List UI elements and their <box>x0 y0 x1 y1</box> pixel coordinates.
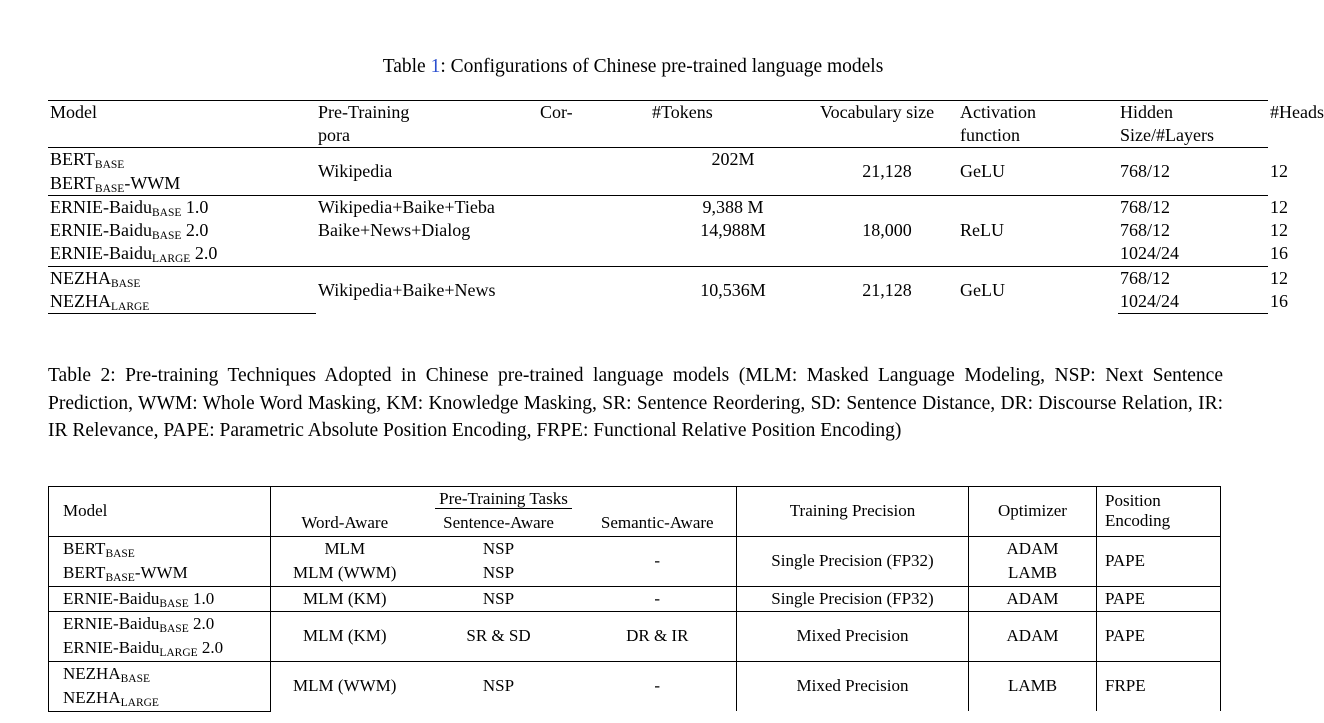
model-subscript: BASE <box>151 206 182 219</box>
position-encoding-line2: Encoding <box>1105 511 1171 531</box>
table2-row <box>49 611 1221 636</box>
table2-position-cell: PAPE <box>1097 611 1221 661</box>
model-name: NEZHA <box>63 688 121 708</box>
model-subscript: BASE <box>159 597 189 610</box>
table2 <box>48 486 1221 712</box>
table1-model-cell <box>48 195 316 219</box>
table2-header-word-aware: Word-Aware <box>271 511 419 536</box>
table1-activation-cell: GeLU <box>958 148 1118 195</box>
table1-activation-cell: GeLU <box>958 266 1118 313</box>
table1-activation-cell: ReLU <box>958 195 1118 266</box>
model-subscript: BASE <box>120 672 151 685</box>
table1-header-row2 <box>48 124 1268 148</box>
table1-header-spacer1 <box>48 124 316 148</box>
table2-model-cell <box>49 661 271 686</box>
table1-corpora-cell: Wikipedia <box>316 148 650 195</box>
model-name: ERNIE-Baidu <box>50 196 152 217</box>
model-name: NEZHA <box>50 290 111 311</box>
table2-precision-cell: Mixed Precision <box>737 611 969 661</box>
model-suffix: 1.0 <box>188 588 215 608</box>
table1-row: ERNIE-Baidu$_{BASE}$ 2.0 Baike+News+Dialog 14,988M 768/12 12 <box>48 219 1268 242</box>
table2-word-cell: MLM (KM) <box>271 611 419 661</box>
model-subscript: BASE <box>151 230 182 243</box>
model-suffix: -WWM <box>124 172 181 193</box>
model-name: BERT <box>50 149 95 170</box>
table1-row: $BERT_{BASE}$ Wikipedia 202M 21,128 GeLU 768/12 12 <box>48 148 1268 172</box>
table1-header-spacer2 <box>538 124 650 148</box>
model-subscript: LARGE <box>151 253 191 266</box>
table2-position-cell: PAPE <box>1097 586 1221 611</box>
model-name: NEZHA <box>50 267 111 288</box>
model-name: ERNIE-Baidu <box>50 220 152 241</box>
model-subscript: BASE <box>111 277 141 290</box>
table1-hidden-cell: 1024/24 <box>1118 290 1268 314</box>
table1-corpora-cell: Wikipedia+Baike+News <box>316 266 650 313</box>
table2-header-row1 <box>49 487 1221 512</box>
table2-word-cell: MLM (WWM) <box>271 661 419 711</box>
table1-header-hidden: Hidden <box>1118 101 1268 125</box>
model-suffix: 1.0 <box>181 196 209 217</box>
table2-sentence-cell: NSP <box>419 661 579 711</box>
model-name: ERNIE-Baidu <box>50 243 152 264</box>
table1-row: ERNIE-Baidu$_{BASE}$ 1.0 Wikipedia+Baike+Tieba 9,388 M 18,000 ReLU 768/12 12 <box>48 195 1268 219</box>
table1-hidden-cell: 768/12 <box>1118 148 1268 195</box>
model-name: BERT <box>50 172 95 193</box>
table1-hidden-cell: 768/12 <box>1120 220 1171 241</box>
model-subscript: LARGE <box>111 300 150 313</box>
table1-tokens-cell <box>650 242 818 266</box>
model-suffix: 2.0 <box>190 243 218 264</box>
table1-model-cell <box>48 266 316 290</box>
table2-caption: Table 2: Pre-training Techniques Adopted in Chinese pre-trained language models (MLM: Masked Language Modeling, NSP: Next Sentence Prediction, WWM: Whole Word Masking, KM: Knowledge Masking, SR: Sentence Reordering, SD: Sentence Distance, DR: Discourse Relation, IR: IR Relevance, PAPE: Parametric Absolute Position Encoding, FRPE: Functional Relative Position Encoding) <box>48 365 1223 442</box>
table1 <box>48 100 1324 314</box>
table1-caption-rest: : Configurations of Chinese pre-trained language models <box>440 56 884 77</box>
model-name: ERNIE-Baidu <box>63 638 160 658</box>
model-name: NEZHA <box>63 663 121 683</box>
table2-model-cell <box>49 536 271 561</box>
table1-vocab-cell: 21,128 <box>818 266 958 313</box>
model-name: BERT <box>63 563 106 583</box>
table2-sentence-cell: NSP <box>419 586 579 611</box>
model-subscript: BASE <box>105 547 135 560</box>
table1-model-cell <box>48 148 316 172</box>
table2-sentence-cell: NSP <box>419 536 579 561</box>
table2-model-cell <box>49 611 271 636</box>
table1-vocab-cell: 18,000 <box>818 195 958 266</box>
table1-model-cell <box>48 219 316 242</box>
model-subscript: LARGE <box>120 697 159 710</box>
table1-model-cell <box>48 290 316 314</box>
model-subscript: BASE <box>159 622 189 635</box>
table1-model-cell <box>48 242 316 266</box>
table2-header-sentence-aware: Sentence-Aware <box>443 513 554 533</box>
table2-sentence-cell: NSP <box>482 563 515 583</box>
table2-header-semantic-aware: Semantic-Aware <box>600 513 714 533</box>
table1-corpora-cell: Wikipedia+Baike+Tieba <box>316 195 650 219</box>
table1-caption <box>0 56 1266 78</box>
table1-header-activation-line2: function <box>960 125 1020 146</box>
table2-optimizer-cell: LAMB <box>969 561 1097 586</box>
model-name: BERT <box>63 538 106 558</box>
table2-header-training-precision: Training Precision <box>737 487 969 537</box>
table2-header-position-encoding <box>1097 487 1221 537</box>
table2-optimizer-cell: LAMB <box>969 661 1097 711</box>
table2-row <box>49 661 1221 686</box>
model-subscript: BASE <box>94 159 125 172</box>
model-suffix: -WWM <box>134 563 188 583</box>
table2-semantic-cell: - <box>579 536 737 586</box>
table2-precision-cell: Single Precision (FP32) <box>737 586 969 611</box>
table1-tokens-cell: 14,988M <box>700 220 766 241</box>
table1-hidden-cell: 768/12 <box>1118 266 1268 290</box>
table2-model-cell <box>49 586 271 611</box>
table2-sentence-cell: SR & SD <box>419 611 579 661</box>
table2-model-cell <box>49 636 271 661</box>
table2-container <box>48 486 1220 712</box>
model-suffix: 2.0 <box>181 220 209 241</box>
table1-corpora-cell: Baike+News+Dialog <box>318 220 471 241</box>
table2-optimizer-cell: ADAM <box>969 586 1097 611</box>
table2-header-pretraining-tasks <box>271 487 737 512</box>
table1-header-corpora-a: Pre-Training <box>316 101 538 125</box>
table1-header-vocab: Vocabulary size <box>818 101 958 125</box>
table1-tokens-cell: 10,536M <box>650 266 818 313</box>
position-encoding-line1: Position <box>1105 491 1161 510</box>
table1-caption-prefix: Table <box>382 56 431 77</box>
table2-precision-cell: Single Precision (FP32) <box>737 536 969 586</box>
table2-word-cell: MLM (KM) <box>271 586 419 611</box>
pretraining-tasks-label: Pre-Training Tasks <box>435 489 572 509</box>
table1-tokens-cell <box>650 172 818 196</box>
table1-header-corpora-b: Cor- <box>538 101 650 125</box>
table1-hidden-cell: 1024/24 <box>1120 243 1180 264</box>
table2-optimizer-cell: ADAM <box>969 536 1097 561</box>
table1-tokens-cell: 9,388 M <box>650 195 818 219</box>
table2-position-cell: FRPE <box>1097 661 1221 711</box>
table1-tokens-cell: 202M <box>650 148 818 172</box>
table2-header-optimizer: Optimizer <box>969 487 1097 537</box>
table1-vocab-cell: 21,128 <box>818 148 958 195</box>
model-suffix: 2.0 <box>197 638 224 658</box>
table1-header-hidden-line2: Size/#Layers <box>1120 125 1214 146</box>
table1-header-row: Model Pre-Training Cor- #Tokens Vocabulary size Activation Hidden #Heads <box>48 101 1268 125</box>
table1-header-corpora-line2: pora <box>318 125 350 146</box>
model-subscript: BASE <box>94 182 125 195</box>
table1-header-activation: Activation <box>958 101 1118 125</box>
table1-row: ERNIE-Baidu$_{LARGE}$ 2.0 1024/24 16 <box>50 243 1288 266</box>
table1-hidden-cell: 768/12 <box>1118 195 1268 219</box>
table2-model-cell <box>49 561 271 586</box>
table1-header-model: Model <box>48 101 316 125</box>
table2-semantic-cell: - <box>579 661 737 711</box>
table2-header-model: Model <box>49 487 271 537</box>
table1-caption-number: 1 <box>430 56 441 77</box>
table2-word-cell: MLM (WWM) <box>271 561 419 586</box>
table2-row <box>49 586 1221 611</box>
model-subscript: BASE <box>105 572 135 585</box>
table2-semantic-cell: - <box>579 586 737 611</box>
table1-header-spacer3 <box>650 124 818 148</box>
model-name: ERNIE-Baidu <box>63 613 160 633</box>
table2-row <box>49 536 1221 561</box>
table1-row: $NEZHA_{BASE}$ Wikipedia+Baike+News 10,536M 21,128 GeLU 768/12 12 <box>48 266 1268 290</box>
table2-model-cell <box>49 686 271 711</box>
table1-model-cell <box>48 172 316 196</box>
model-name: ERNIE-Baidu <box>63 588 160 608</box>
table1-header-spacer4 <box>818 124 958 148</box>
table2-position-cell: PAPE <box>1097 536 1221 586</box>
table2-word-cell: MLM <box>271 536 419 561</box>
model-subscript: LARGE <box>159 647 198 660</box>
table2-precision-cell: Mixed Precision <box>737 661 969 711</box>
table2-optimizer-cell: ADAM <box>969 611 1097 661</box>
table1-header-tokens: #Tokens <box>650 101 818 125</box>
table2-semantic-cell: DR & IR <box>579 611 737 661</box>
model-suffix: 2.0 <box>188 613 215 633</box>
table1-container <box>48 100 1324 314</box>
table1-row: $NEZHA_{LARGE}$ 1024/24 16 <box>50 290 1288 313</box>
